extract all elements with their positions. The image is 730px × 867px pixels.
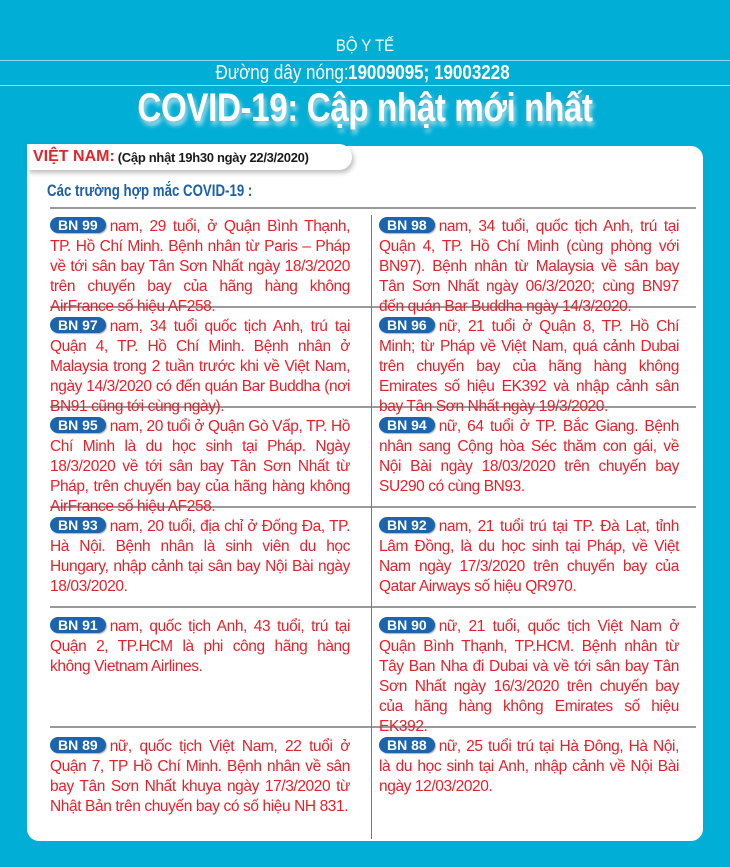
case-text: nam, 21 tuổi trú tại TP. Đà Lạt, tỉnh Lâm Đồng, là du học sinh tại Pháp, về Việt Nam ngày 17/3/2020 trên chuyến bay của Qatar Airways số hiệu QR970. <box>379 518 679 595</box>
case-entry <box>50 317 350 417</box>
hotline-numbers: 19009095; 19003228 <box>348 62 510 84</box>
case-text: nam, 20 tuổi, địa chỉ ở Đống Đa, TP. Hà Nội. Bệnh nhân là sinh viên du học Hungary, nhập cảnh tại sân bay Nội Bài ngày 18/03/2020. <box>50 518 350 595</box>
case-id-badge: BN 96 <box>379 317 435 333</box>
case-entry <box>379 737 679 797</box>
case-entry <box>50 517 350 597</box>
case-entry <box>50 217 350 317</box>
case-id-badge: BN 88 <box>379 737 435 753</box>
row-divider <box>50 606 696 608</box>
hotline-label: Đường dây nóng: <box>215 62 349 84</box>
case-text: nữ, 21 tuổi, quốc tịch Việt Nam ở Quận Bình Thạnh, TP.HCM. Bệnh nhân từ Tây Ban Nha đi Dubai và về tới sân bay Tân Sơn Nhất ngày 16/3/2020 trên chuyến bay của hãng hàng không Emirates số hiệu EK392. <box>379 618 679 735</box>
case-entry <box>379 517 679 597</box>
case-text: nữ, 25 tuổi trú tại Hà Đông, Hà Nội, là du học sinh tại Anh, nhập cảnh về Nội Bài ngày 12/03/2020. <box>379 738 679 795</box>
country-tag <box>27 144 352 170</box>
case-id-badge: BN 95 <box>50 417 106 433</box>
case-text: nữ, 64 tuổi ở TP. Bắc Giang. Bệnh nhân sang Cộng hòa Séc thăm con gái, về Nội Bài ngày 18/03/2020 trên chuyến bay SU290 có cùng BN93. <box>379 418 679 495</box>
case-text: nữ, quốc tịch Việt Nam, 22 tuổi ở Quận 7, TP Hồ Chí Minh. Bệnh nhân về sân bay Tân Sơn Nhất khuya ngày 17/3/2020 từ Nhật Bản trên chuyến bay có số hiệu NH 831. <box>50 738 350 815</box>
case-id-badge: BN 98 <box>379 217 435 233</box>
case-entry <box>50 737 350 817</box>
country-label: VIỆT NAM: <box>33 148 115 165</box>
case-id-badge: BN 91 <box>50 617 106 633</box>
hotline <box>0 62 730 85</box>
case-text: nam, 34 tuổi, quốc tịch Anh, trú tại Quận 4, TP. Hồ Chí Minh (cùng phòng với BN97). Bệnh nhân từ Malaysia về sân bay Tân Sơn Nhất ngày 06/3/2020; cùng BN97 đến quán Bar Buddha ngày 14/3/2020. <box>379 218 679 315</box>
case-entry <box>50 417 350 517</box>
case-text: nam, 20 tuổi ở Quận Gò Vấp, TP. Hồ Chí Minh là du học sinh tại Pháp. Ngày 18/3/2020 về tới sân bay Tân Sơn Nhất từ Pháp, trên chuyến bay của hãng hàng không AirFrance số hiệu AF258. <box>50 418 350 515</box>
case-entry <box>50 617 350 677</box>
case-id-badge: BN 89 <box>50 737 106 753</box>
case-id-badge: BN 93 <box>50 517 106 533</box>
header-divider <box>0 60 730 61</box>
case-entry <box>379 317 679 417</box>
case-text: nam, quốc tịch Anh, 43 tuổi, trú tại Quận 2, TP.HCM là phi công hãng hàng không Vietnam Airlines. <box>50 618 350 675</box>
case-text: nam, 34 tuổi quốc tịch Anh, trú tại Quận 4, TP. Hồ Chí Minh. Bệnh nhân ở Malaysia trong 2 tuần trước khi về Việt Nam, ngày 14/3/2020 có đến quán Bar Buddha (nơi BN91 cũng tới cùng ngày). <box>50 318 350 415</box>
case-entry <box>379 417 679 497</box>
case-text: nam, 29 tuổi, ở Quận Bình Thạnh, TP. Hồ Chí Minh. Bệnh nhân từ Paris – Pháp về tới sân bay Tân Sơn Nhất ngày 18/3/2020 trên chuyến bay của hãng hàng không AirFrance số hiệu AF258. <box>50 218 350 315</box>
section-title: Các trường hợp mắc COVID-19 : <box>47 181 253 200</box>
case-entry <box>379 617 679 737</box>
column-divider <box>371 215 372 839</box>
organization-name: BỘ Y TẾ <box>335 36 395 55</box>
page-title: COVID-19: Cập nhật mới nhất <box>137 86 593 130</box>
case-text: nữ, 21 tuổi ở Quận 8, TP. Hồ Chí Minh; từ Pháp về Việt Nam, quá cảnh Dubai trên chuyến bay của hãng hàng không Emirates số hiệu EK392 và nhập cảnh sân bay Tân Sơn Nhất ngày 19/3/2020. <box>379 318 679 415</box>
case-id-badge: BN 90 <box>379 617 435 633</box>
case-id-badge: BN 94 <box>379 417 435 433</box>
case-id-badge: BN 99 <box>50 217 106 233</box>
case-entry <box>379 217 679 317</box>
case-id-badge: BN 92 <box>379 517 435 533</box>
row-divider <box>50 207 696 209</box>
cases-panel <box>27 146 703 841</box>
update-timestamp: (Cập nhật 19h30 ngày 22/3/2020) <box>117 149 309 165</box>
case-id-badge: BN 97 <box>50 317 106 333</box>
